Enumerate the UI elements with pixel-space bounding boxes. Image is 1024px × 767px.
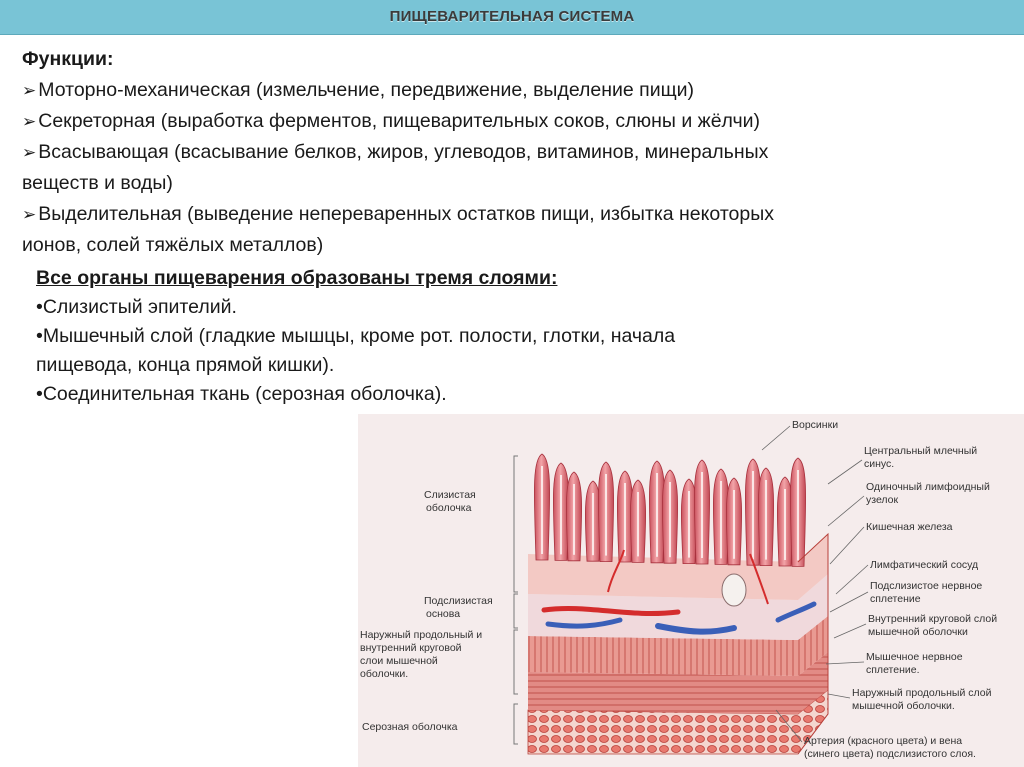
label-myenteric-plexus: Мышечное нервное сплетение. <box>866 651 963 676</box>
label-serosa: Серозная оболочка <box>362 721 458 733</box>
slide-title: ПИЩЕВАРИТЕЛЬНАЯ СИСТЕМА <box>389 8 635 25</box>
layer-item: •Мышечный слой (гладкие мышцы, кроме рот. полости, глотки, начала <box>36 325 676 347</box>
function-text-continued: ионов, солей тяжёлых металлов) <box>22 234 324 256</box>
functions-section <box>22 44 982 261</box>
layers-section <box>36 264 856 409</box>
label-central-lacteal: Центральный млечный синус. <box>864 445 978 470</box>
function-text: Всасывающая (всасывание белков, жиров, углеводов, витаминов, минеральных <box>38 141 769 163</box>
arrow-bullet-icon: ➢ <box>22 205 37 224</box>
layer-item-continued: пищевода, конца прямой кишки). <box>36 354 335 376</box>
lymphoid-nodule <box>722 574 746 606</box>
label-mucosa: Слизистая оболочка <box>424 489 476 514</box>
layer-item: •Соединительная ткань (серозная оболочка). <box>36 383 447 405</box>
function-text: Моторно-механическая (измельчение, передвижение, выделение пищи) <box>38 79 695 101</box>
label-villi: Ворсинки <box>792 419 839 431</box>
layers-heading: Все органы пищеварения образованы тремя слоями: <box>36 267 558 289</box>
label-outer-longitudinal: Наружный продольный слой мышечной оболочки. <box>852 687 992 712</box>
label-submucosa: Подслизистая основа <box>424 595 493 620</box>
label-muscle-layers: Наружный продольный и внутренний круговой слои мышечной оболочки. <box>360 629 483 680</box>
label-intestinal-gland: Кишечная железа <box>866 521 953 533</box>
functions-heading: Функции: <box>22 48 114 70</box>
arrow-bullet-icon: ➢ <box>22 143 37 162</box>
function-text-continued: веществ и воды) <box>22 172 173 194</box>
function-item-absorptive <box>22 137 982 199</box>
layer-item: •Слизистый эпителий. <box>36 296 237 318</box>
label-lymphoid-nodule: Одиночный лимфоидный узелок <box>866 481 990 506</box>
function-item-secretory <box>22 106 982 137</box>
intestine-wall-diagram <box>358 414 1024 767</box>
arrow-bullet-icon: ➢ <box>22 81 37 100</box>
label-submucosal-plexus: Подслизистое нервное сплетение <box>870 580 983 605</box>
function-item-motor <box>22 75 982 106</box>
label-artery-vein: Артерия (красного цвета) и вена (синего цвета) подслизистого слоя. <box>804 735 976 760</box>
function-text: Секреторная (выработка ферментов, пищеварительных соков, слюны и жёлчи) <box>38 110 761 132</box>
title-bar <box>0 0 1024 35</box>
function-item-excretory <box>22 199 982 261</box>
arrow-bullet-icon: ➢ <box>22 112 37 131</box>
label-lymph-vessel: Лимфатический сосуд <box>870 559 979 571</box>
intestine-wall-illustration <box>358 414 1024 767</box>
label-inner-circular: Внутренний круговой слой мышечной оболочки <box>868 613 998 638</box>
function-text: Выделительная (выведение непереваренных остатков пищи, избытка некоторых <box>38 203 774 225</box>
